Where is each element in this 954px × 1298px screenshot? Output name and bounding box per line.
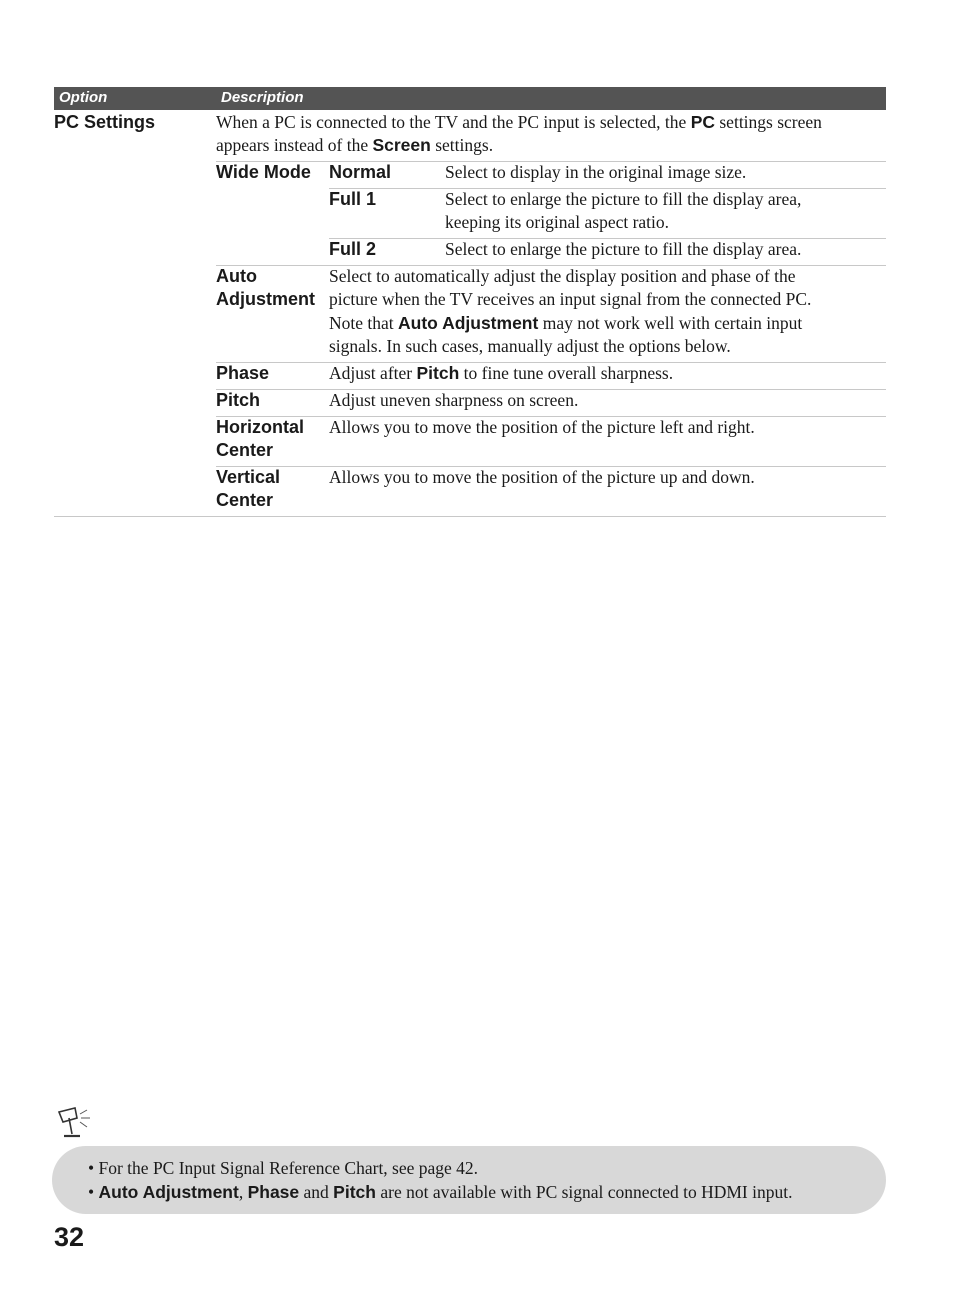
normal-label: Normal (329, 162, 392, 182)
tip-2: • Auto Adjustment, Phase and Pitch are not available with PC signal connected to HDMI input. (88, 1182, 793, 1202)
full2-desc: Select to enlarge the picture to fill the display area. (445, 239, 802, 259)
pitch-label: Pitch (216, 390, 261, 410)
pitch-desc: Adjust uneven sharpness on screen. (329, 390, 579, 410)
page-number: 32 (54, 1222, 85, 1252)
full1-desc-2: keeping its original aspect ratio. (445, 212, 670, 232)
table-bottom-rule (54, 516, 886, 517)
horizontal-center-label-1: Horizontal (216, 417, 304, 437)
auto-adjustment-desc-4: signals. In such cases, manually adjust the options below. (329, 336, 731, 356)
vertical-center-label-1: Vertical (216, 467, 281, 487)
header-description: Description (221, 89, 304, 106)
full2-label: Full 2 (329, 239, 377, 259)
intro-line-2: appears instead of the Screen settings. (216, 135, 494, 155)
full1-label: Full 1 (329, 189, 377, 209)
phase-desc: Adjust after Pitch to fine tune overall sharpness. (329, 363, 674, 383)
auto-adjustment-label-1: Auto (216, 266, 257, 286)
normal-desc: Select to display in the original image size. (445, 162, 747, 182)
wide-mode-label: Wide Mode (216, 162, 311, 182)
vertical-center-desc: Allows you to move the position of the picture up and down. (329, 467, 755, 487)
tip-box (52, 1146, 886, 1214)
full1-desc-1: Select to enlarge the picture to fill the display area, (445, 189, 802, 209)
option-pc-settings: PC Settings (54, 112, 156, 132)
auto-adjustment-desc-3: Note that Auto Adjustment may not work well with certain input (329, 313, 803, 333)
phase-label: Phase (216, 363, 270, 383)
table-header (54, 87, 886, 110)
header-option: Option (59, 89, 108, 106)
auto-adjustment-desc-2: picture when the TV receives an input signal from the connected PC. (329, 289, 812, 309)
tip-1: • For the PC Input Signal Reference Chart, see page 42. (88, 1158, 479, 1178)
intro-line-1: When a PC is connected to the TV and the PC input is selected, the PC settings screen (216, 112, 822, 132)
horizontal-center-desc: Allows you to move the position of the picture left and right. (329, 417, 755, 437)
auto-adjustment-desc-1: Select to automatically adjust the display position and phase of the (329, 266, 796, 286)
horizontal-center-label-2: Center (216, 440, 274, 460)
auto-adjustment-label-2: Adjustment (216, 289, 315, 309)
vertical-center-label-2: Center (216, 490, 274, 510)
lamp-tip-icon (57, 1106, 97, 1142)
